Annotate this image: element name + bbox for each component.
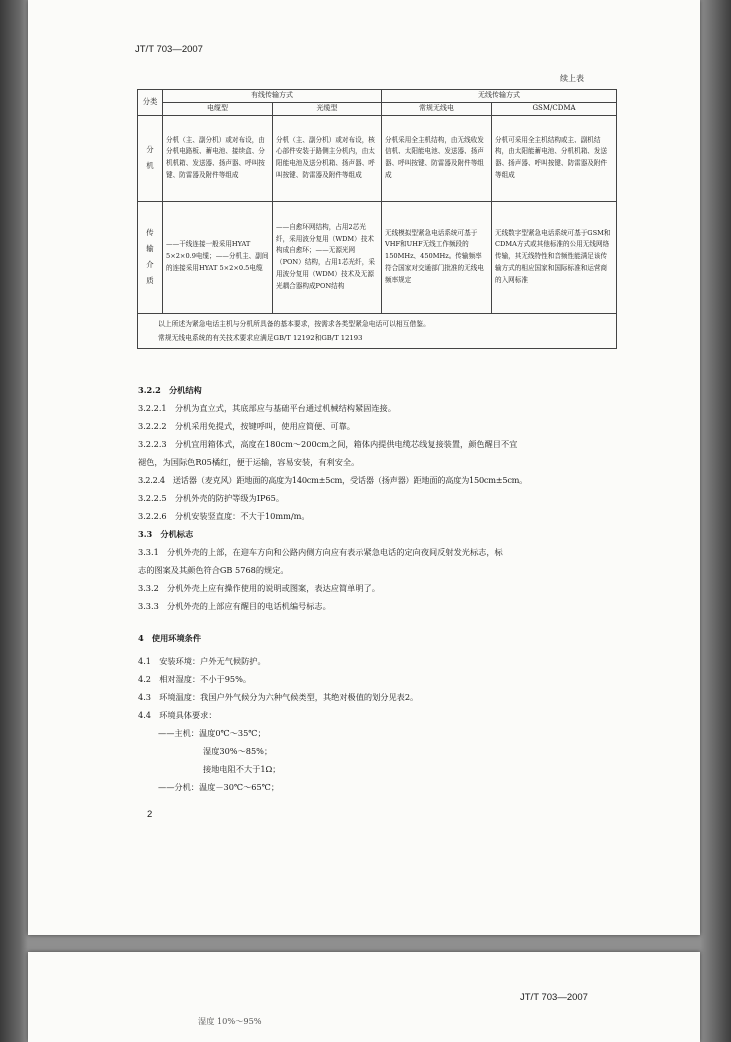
section-3-2-2-2: 3.2.2.2 分机采用免提式，按键呼叫，使用应简便、可靠。: [138, 421, 355, 431]
section-3-3-2: 3.3.2 分机外壳上应有操作使用的说明或图案，表达应简单明了。: [138, 583, 380, 593]
section-3-3: 3.3 分机标志: [138, 529, 194, 539]
cell-extension-gsm: 分机可采用全主机结构或主、副机结构，由太阳能蓄电池、分机机箱、发送器、扬声器、呼叫按键、防雷器及附件等组成: [492, 115, 617, 201]
section-3-2-2-3-cont: 褪色，为国际色R05橘红，便于运输，容易安装，有利安全。: [138, 457, 360, 467]
env-host-grounding: 接地电阻不大于1Ω；: [203, 764, 281, 774]
header-radio: 常规无线电: [382, 102, 492, 115]
header-gsm: GSM/CDMA: [492, 102, 617, 115]
section-4-1: 4.1 安装环境：户外无气候防护。: [138, 656, 266, 666]
section-4-2: 4.2 相对湿度：不小于95%。: [138, 674, 252, 684]
table-note-2: 常规无线电系统的有关技术要求应满足GB/T 12192和GB/T 12193: [158, 333, 363, 342]
section-4-4: 4.4 环境具体要求：: [138, 710, 217, 720]
section-4-3: 4.3 环境温度：我国户外气候分为六种气候类型，其绝对极值的划分见表2。: [138, 692, 419, 702]
header-category: 分类: [138, 90, 163, 116]
continued-label: 续上表: [560, 74, 584, 83]
section-3-2-2-4: 3.2.2.4 送话器（麦克风）距地面的高度为140cm±5cm，受话器（扬声器）距地面的高度为150cm±5cm。: [138, 475, 528, 485]
cell-medium-fiber: ——自愈环网结构，占用2芯光纤，采用波分复用（WDM）技术构成自愈环；——无源光网（PON）结构，占用1芯光纤，采用波分复用（WDM）技术及无源光耦合器构成PON结构: [273, 201, 382, 313]
header-wired: 有线传输方式: [163, 90, 382, 103]
cell-medium-gsm: 无线数字型紧急电话系统可基于GSM和CDMA方式或其他标准的公用无线网络传输，其无线特性和音频性能满足该传输方式的相应国家和国际标准和运营商的入网标准: [492, 201, 617, 313]
env-extension-temperature: ——分机：温度－30℃～65℃；: [158, 782, 280, 792]
page-number: 2: [147, 809, 153, 820]
header-wireless: 无线传输方式: [382, 90, 617, 103]
section-3-2-2-6: 3.2.2.6 分机安装竖直度：不大于10mm/m。: [138, 511, 310, 521]
env-host-humidity: 湿度30%～85%；: [203, 746, 273, 756]
standard-number: JT/T 703—2007: [135, 44, 203, 55]
cell-extension-radio: 分机采用全主机结构，由无线收发信机、太阳能电池、发送器、扬声器、呼叫按键、防雷器及附件等组成: [382, 115, 492, 201]
transmission-table: [137, 89, 617, 349]
next-page-standard-number: JT/T 703—2007: [520, 992, 588, 1003]
section-3-2-2: 3.2.2 分机结构: [138, 385, 202, 395]
next-document-page: [28, 952, 700, 1042]
cell-extension-fiber: 分机（主、副分机）或对布设，核心部件安装于路侧主分机内，由太阳能电池及送分机箱、扬声器、呼叫按键、防雷器及附件等组成: [273, 115, 382, 201]
row-medium-category: 传输介质: [138, 201, 163, 313]
env-host-temperature: ——主机：温度0℃～35℃；: [158, 728, 266, 738]
next-page-partial-line: 湿度 10%～95%: [198, 1016, 262, 1026]
document-page: [28, 0, 700, 935]
cell-extension-cable: 分机（主、副分机）或对布设，由分机电路板、蓄电池、接续盒、分机机箱、发送器、扬声器、呼叫按键、防雷器及附件等组成: [163, 115, 273, 201]
section-3-3-1: 3.3.1 分机外壳的上部，在迎车方向和公路内侧方向应有表示紧急电话的定向夜间反射发光标志，标: [138, 547, 503, 557]
section-4-heading: 4 使用环境条件: [138, 633, 202, 643]
section-3-3-3: 3.3.3 分机外壳的上部应有醒目的电话机编号标志。: [138, 601, 331, 611]
section-3-2-2-1: 3.2.2.1 分机为直立式，其底部应与基础平台通过机械结构紧固连接。: [138, 403, 396, 413]
section-3-2-2-3: 3.2.2.3 分机宜用箱体式，高度在180cm～200cm之间，箱体内提供电缆芯线复接装置，颜色醒目不宜: [138, 439, 518, 449]
header-fiber: 光缆型: [273, 102, 382, 115]
section-3-3-1-cont: 志的图案及其颜色符合GB 5768的规定。: [138, 565, 289, 575]
table-note-1: 以上所述为紧急电话主机与分机所具备的基本要求，按需求各类型紧急电话可以相互借鉴。: [158, 319, 430, 328]
cell-medium-radio: 无线模拟型紧急电话系统可基于VHF和UHF无线工作频段的150MHz、450MHz。传输频率符合国家对交通部门批准的无线电频率规定: [382, 201, 492, 313]
header-cable: 电缆型: [163, 102, 273, 115]
table-note: [138, 313, 617, 348]
row-extension-category: 分机: [138, 115, 163, 201]
section-3-2-2-5: 3.2.2.5 分机外壳的防护等级为IP65。: [138, 493, 285, 503]
cell-medium-cable: ——干线连接一般采用HYAT 5×2×0.9电缆；——分机主、副间的连接采用HYAT 5×2×0.5电缆: [163, 201, 273, 313]
